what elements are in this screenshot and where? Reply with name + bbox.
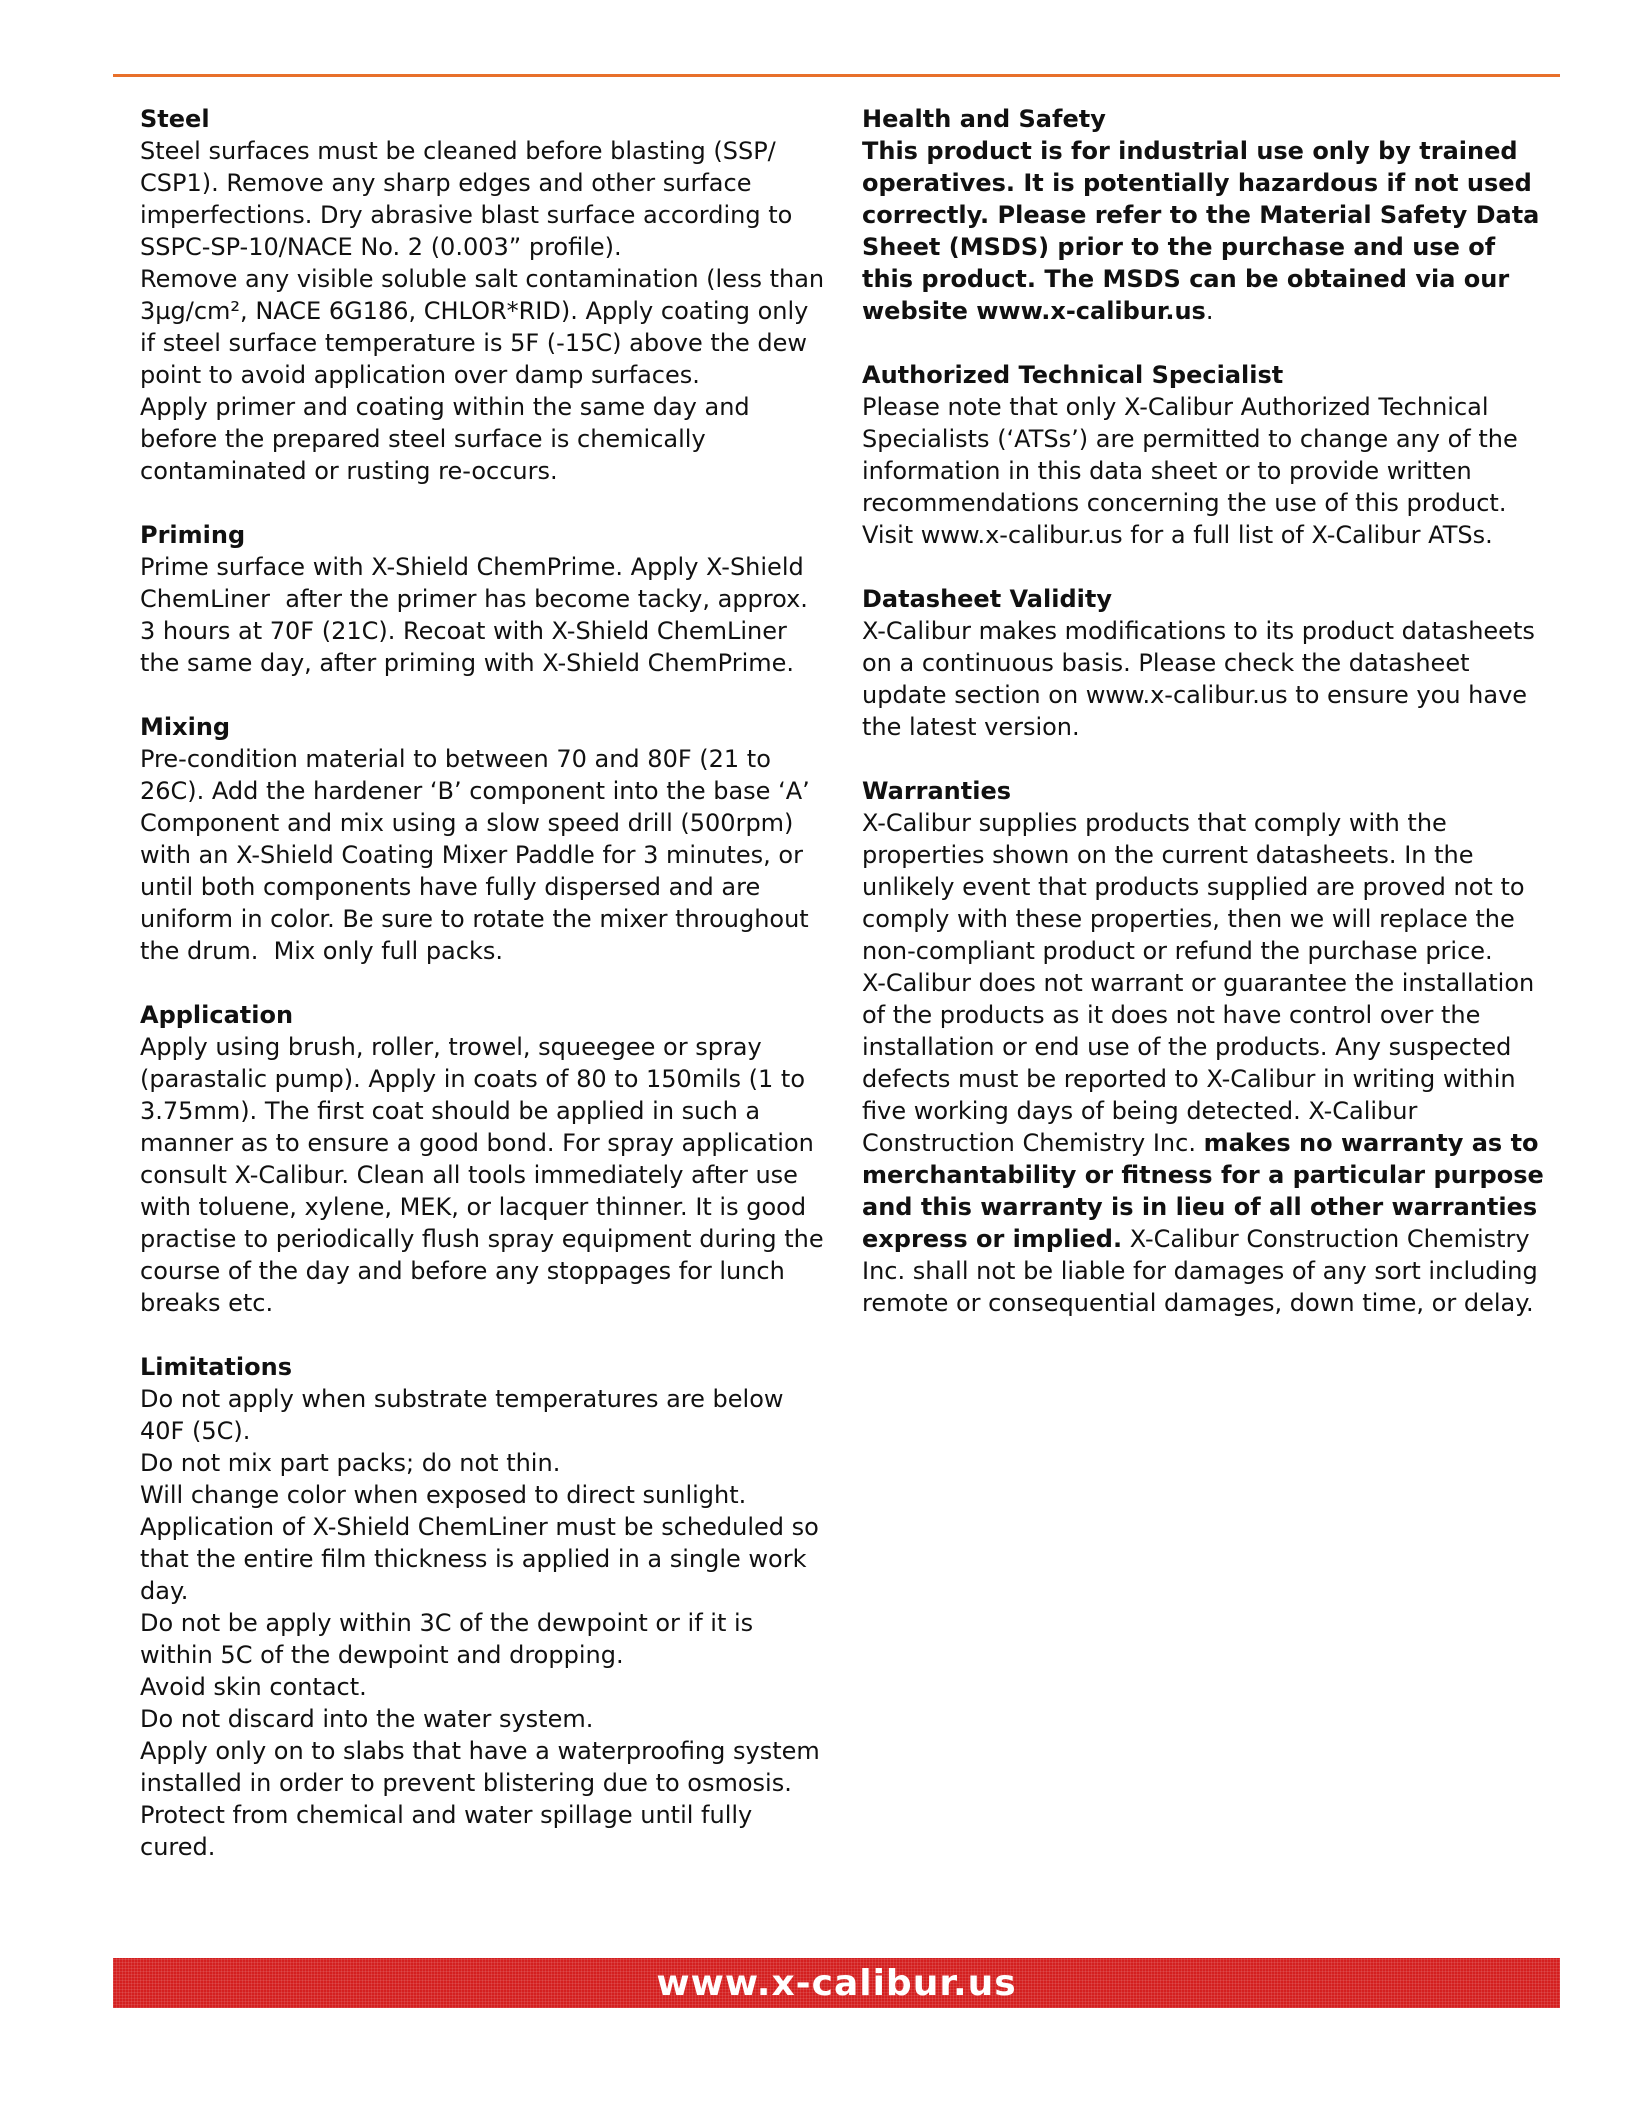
- limitations-line: Avoid skin contact.: [140, 1673, 367, 1701]
- application-line: Apply using brush, roller, trowel, squeegee or spray: [140, 1033, 762, 1061]
- limitations-line: Will change color when exposed to direct sunlight.: [140, 1481, 747, 1509]
- mixing-line: the drum. Mix only full packs.: [140, 937, 503, 965]
- steel-line: if steel surface temperature is 5F (-15C) above the dew: [140, 329, 807, 357]
- mixing-line: with an X-Shield Coating Mixer Paddle for 3 minutes, or: [140, 841, 803, 869]
- health-safety-line: operatives. It is potentially hazardous if not used: [862, 169, 1532, 197]
- health-safety-period: .: [1205, 297, 1214, 325]
- section-application: [140, 999, 824, 1319]
- steel-line: 3µg/cm², NACE 6G186, CHLOR*RID). Apply coating only: [140, 297, 809, 325]
- warranties-line: installation or end use of the products. Any suspected: [862, 1033, 1512, 1061]
- steel-line: imperfections. Dry abrasive blast surface according to: [140, 201, 793, 229]
- steel-heading: Steel: [140, 105, 210, 133]
- steel-line: Remove any visible soluble salt contamination (less than: [140, 265, 825, 293]
- health-safety-line: This product is for industrial use only by trained: [862, 137, 1518, 165]
- application-line: breaks etc.: [140, 1289, 274, 1317]
- section-mixing: [140, 711, 816, 967]
- health-safety-line: Sheet (MSDS) prior to the purchase and use of: [862, 233, 1496, 261]
- steel-line: before the prepared steel surface is chemically: [140, 425, 706, 453]
- priming-heading: Priming: [140, 521, 246, 549]
- limitations-line: that the entire film thickness is applied in a single work: [140, 1545, 807, 1573]
- priming-line: 3 hours at 70F (21C). Recoat with X-Shield ChemLiner: [140, 617, 787, 645]
- footer-url-link[interactable]: www.x-calibur.us: [656, 1962, 1017, 2004]
- section-health-safety: [862, 103, 1542, 327]
- limitations-line: Do not apply when substrate temperatures are below: [140, 1385, 784, 1413]
- warranties-line: properties shown on the current datasheets. In the: [862, 841, 1474, 869]
- warranties-heading: Warranties: [862, 777, 1012, 805]
- application-line: (parastalic pump). Apply in coats of 80 to 150mils (1 to: [140, 1065, 806, 1093]
- warranties-line: comply with these properties, then we will replace the: [862, 905, 1515, 933]
- ats-line: Please note that only X-Calibur Authorized Technical: [862, 393, 1489, 421]
- section-limitations: [140, 1351, 820, 1863]
- top-divider: [113, 74, 1560, 77]
- mixing-line: Component and mix using a slow speed drill (500rpm): [140, 809, 794, 837]
- steel-line: SSPC-SP-10/NACE No. 2 (0.003” profile).: [140, 233, 622, 261]
- health-safety-line: this product. The MSDS can be obtained via our: [862, 265, 1510, 293]
- ats-heading: Authorized Technical Specialist: [862, 361, 1284, 389]
- section-datasheet-validity: [862, 583, 1542, 743]
- mixing-line: Pre-condition material to between 70 and 80F (21 to: [140, 745, 771, 773]
- validity-line: the latest version.: [862, 713, 1080, 741]
- warranties-bold-segment: makes no warranty as to: [1203, 1129, 1539, 1157]
- left-column: [140, 103, 825, 1895]
- application-line: consult X-Calibur. Clean all tools immediately after use: [140, 1161, 798, 1189]
- warranties-mixed-line: [862, 1127, 1542, 1159]
- limitations-line: cured.: [140, 1833, 216, 1861]
- mixing-line: uniform in color. Be sure to rotate the mixer throughout: [140, 905, 809, 933]
- health-safety-line: correctly. Please refer to the Material Safety Data: [862, 201, 1540, 229]
- limitations-line: Do not be apply within 3C of the dewpoint or if it is: [140, 1609, 754, 1637]
- health-safety-last-line: [862, 295, 1542, 327]
- limitations-line: Do not discard into the water system.: [140, 1705, 594, 1733]
- section-steel: [140, 103, 825, 487]
- warranties-line: of the products as it does not have control over the: [862, 1001, 1481, 1029]
- validity-line: X-Calibur makes modifications to its product datasheets: [862, 617, 1535, 645]
- limitations-heading: Limitations: [140, 1353, 292, 1381]
- health-safety-website: website www.x-calibur.us: [862, 297, 1206, 325]
- warranties-mixed-line-2: [862, 1223, 1542, 1255]
- application-heading: Application: [140, 1001, 294, 1029]
- warranties-line: Inc. shall not be liable for damages of any sort including: [862, 1257, 1538, 1285]
- mixing-line: until both components have fully dispersed and are: [140, 873, 761, 901]
- section-ats: [862, 359, 1542, 551]
- validity-line: on a continuous basis. Please check the datasheet: [862, 649, 1470, 677]
- warranties-line: defects must be reported to X-Calibur in writing within: [862, 1065, 1516, 1093]
- limitations-line: Apply only on to slabs that have a waterproofing system: [140, 1737, 820, 1765]
- validity-heading: Datasheet Validity: [862, 585, 1112, 613]
- steel-line: CSP1). Remove any sharp edges and other surface: [140, 169, 752, 197]
- ats-line: Visit www.x-calibur.us for a full list of X-Calibur ATSs.: [862, 521, 1493, 549]
- limitations-line: installed in order to prevent blistering due to osmosis.: [140, 1769, 792, 1797]
- warranties-line: five working days of being detected. X-Calibur: [862, 1097, 1418, 1125]
- warranties-bold-line: merchantability or fitness for a particular purpose: [862, 1161, 1544, 1189]
- footer-banner: [113, 1958, 1560, 2008]
- section-warranties: [862, 775, 1542, 1319]
- application-line: course of the day and before any stoppages for lunch: [140, 1257, 785, 1285]
- application-line: 3.75mm). The first coat should be applied in such a: [140, 1097, 761, 1125]
- warranties-line: unlikely event that products supplied are proved not to: [862, 873, 1525, 901]
- warranties-plain-segment: Construction Chemistry Inc.: [862, 1129, 1204, 1157]
- limitations-line: Application of X-Shield ChemLiner must be scheduled so: [140, 1513, 819, 1541]
- health-safety-heading: Health and Safety: [862, 105, 1106, 133]
- ats-line: Specialists (‘ATSs’) are permitted to change any of the: [862, 425, 1518, 453]
- priming-line: the same day, after priming with X-Shield ChemPrime.: [140, 649, 795, 677]
- warranties-bold-line: and this warranty is in lieu of all other warranties: [862, 1193, 1538, 1221]
- validity-line: update section on www.x-calibur.us to ensure you have: [862, 681, 1528, 709]
- steel-line: point to avoid application over damp surfaces.: [140, 361, 700, 389]
- section-priming: [140, 519, 816, 679]
- warranties-line: non-compliant product or refund the purchase price.: [862, 937, 1493, 965]
- limitations-line: Do not mix part packs; do not thin.: [140, 1449, 561, 1477]
- steel-line: Steel surfaces must be cleaned before blasting (SSP/: [140, 137, 776, 165]
- priming-line: Prime surface with X-Shield ChemPrime. Apply X-Shield: [140, 553, 804, 581]
- limitations-line: day.: [140, 1577, 189, 1605]
- limitations-line: Protect from chemical and water spillage until fully: [140, 1801, 753, 1829]
- right-column: [862, 103, 1542, 1351]
- limitations-line: within 5C of the dewpoint and dropping.: [140, 1641, 624, 1669]
- steel-line: Apply primer and coating within the same day and: [140, 393, 750, 421]
- mixing-heading: Mixing: [140, 713, 231, 741]
- warranties-line: remote or consequential damages, down time, or delay.: [862, 1289, 1534, 1317]
- ats-line: information in this data sheet or to provide written: [862, 457, 1472, 485]
- warranties-line: X-Calibur supplies products that comply with the: [862, 809, 1447, 837]
- application-line: manner as to ensure a good bond. For spray application: [140, 1129, 814, 1157]
- application-line: practise to periodically flush spray equipment during the: [140, 1225, 824, 1253]
- priming-line: ChemLiner after the primer has become tacky, approx.: [140, 585, 808, 613]
- warranties-line: X-Calibur does not warrant or guarantee the installation: [862, 969, 1535, 997]
- steel-line: contaminated or rusting re-occurs.: [140, 457, 558, 485]
- application-line: with toluene, xylene, MEK, or lacquer thinner. It is good: [140, 1193, 807, 1221]
- warranties-plain-segment: X-Calibur Construction Chemistry: [1122, 1225, 1530, 1253]
- limitations-line: 40F (5C).: [140, 1417, 251, 1445]
- ats-line: recommendations concerning the use of this product.: [862, 489, 1507, 517]
- warranties-bold-segment: express or implied.: [862, 1225, 1123, 1253]
- mixing-line: 26C). Add the hardener ‘B’ component into the base ‘A’: [140, 777, 810, 805]
